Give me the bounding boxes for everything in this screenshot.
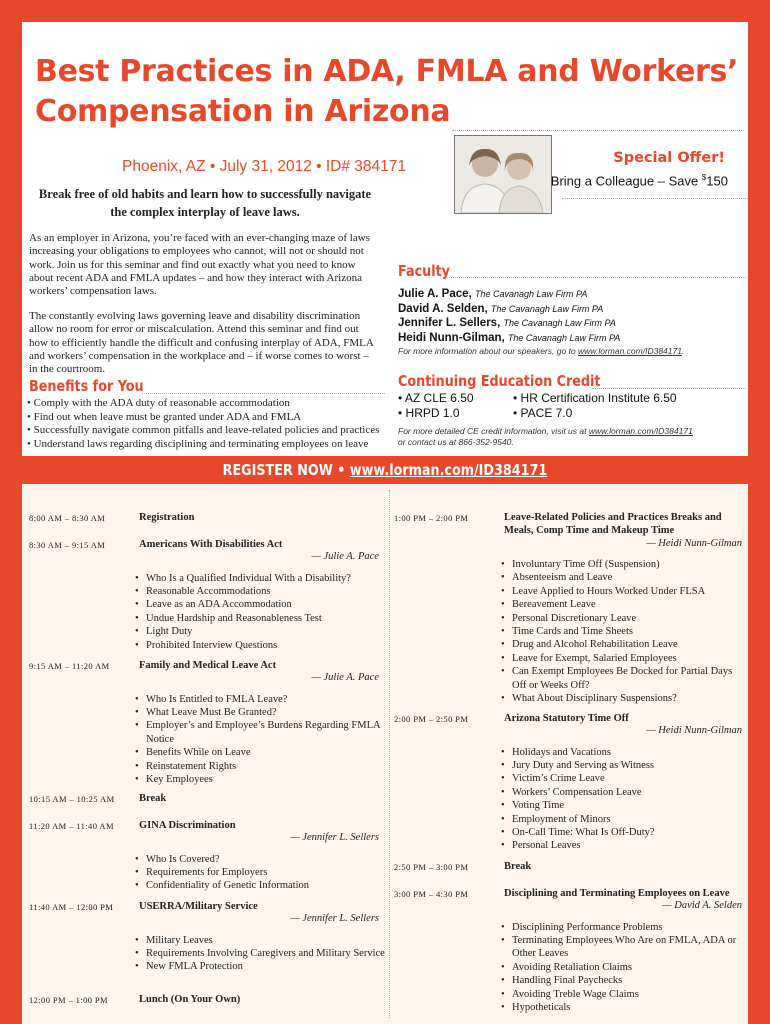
ce-divider [592,388,746,389]
topic-item: • Reasonable Accommodations [135,585,385,598]
topic-item: • Prohibited Interview Questions [135,639,385,652]
faculty-name: Julie A. Pace, [398,288,472,300]
faculty-firm: The Cavanagh Law Firm PA [490,303,604,314]
topic-item: • Who Is Entitled to FMLA Leave? [135,693,385,706]
topic-item: • Leave as an ADA Accommodation [135,598,385,611]
topic-item: • Time Cards and Time Sheets [501,625,745,638]
topic-item: • What Leave Must Be Granted? [135,706,385,719]
session-time: 2:50 PM – 3:00 PM [394,862,469,872]
topic-item: • Voting Time [501,799,745,812]
tagline: Break free of old habits and learn how to successfully navigate the complex interplay of leave laws. [38,187,372,219]
faculty-name: David A. Selden, [398,302,488,315]
topic-item: • Jury Duty and Serving as Witness [501,759,745,772]
session-speaker: — David A. Selden [662,900,742,912]
ce-credit: • AZ CLE 6.50 [398,391,474,405]
topic-item: • Hypotheticals [501,1001,745,1014]
session-time: 1:00 PM – 2:00 PM [394,513,469,523]
special-offer-text [542,173,728,188]
ce-info-link[interactable]: www.lorman.com/ID384171 [588,426,693,436]
schedule-divider [389,490,390,1018]
faculty-list [398,287,743,357]
topic-item: • Terminating Employees Who Are on FMLA, ADA or Other Leaves [501,934,745,961]
session-title: Arizona Statutory Time Off [504,713,629,724]
register-label: REGISTER NOW • [222,461,350,479]
topic-item: • Can Exempt Employees Be Docked for Partial Days Off or Weeks Off? [501,665,745,692]
session-title: USERRA/Military Service [139,901,258,912]
benefits-divider [142,393,385,394]
colleagues-photo [454,135,552,214]
benefits-list [27,397,387,451]
faculty-note-text: For more information about our speakers, go to [398,346,579,356]
brochure-page [22,22,748,1024]
session-topics [135,934,385,974]
session-time: 10:15 AM – 10:25 AM [29,794,115,804]
session-speaker: — Jennifer L. Sellers [290,832,379,844]
session-time: 3:00 PM – 4:30 PM [394,889,469,899]
topic-item: • Absenteeism and Leave [501,571,745,584]
faculty-member [398,331,743,346]
session-title: Americans With Disabilities Act [139,539,283,550]
faculty-note-end: . [681,346,685,356]
register-banner [22,456,748,484]
topic-item: • Key Employees [135,773,385,786]
faculty-firm: The Cavanagh Law Firm PA [474,289,588,299]
topic-item: • Drug and Alcohol Rehabilitation Leave [501,638,745,651]
ce-credits [398,391,738,421]
topic-item: • Employment of Minors [501,813,745,826]
topic-item: • Leave Applied to Hours Worked Under FLSA [501,585,745,598]
session-speaker: — Heidi Nunn-Gilman [646,725,742,737]
session-title: Disciplining and Terminating Employees on Leave [504,888,730,899]
faculty-name: Heidi Nunn-Gilman, [398,331,505,344]
topic-item: • What About Disciplinary Suspensions? [501,692,745,705]
session-title: Lunch (On Your Own) [139,994,241,1005]
session-time: 8:30 AM – 9:15 AM [29,540,106,550]
topic-item: • Who Is Covered? [135,853,385,866]
session-time: 9:15 AM – 11:20 AM [29,661,110,671]
faculty-heading: Faculty [398,262,450,280]
topic-item: • Personal Discretionary Leave [501,612,745,625]
topic-item: • Leave for Exempt, Salaried Employees [501,652,745,665]
event-details: Phoenix, AZ • July 31, 2012 • ID# 384171 [122,158,407,175]
ce-note-text: For more detailed CE credit information, visit us at [398,426,589,436]
benefit-item: • Find out when leave must be granted under ADA and FMLA [27,411,387,425]
session-topics [501,558,745,705]
ce-credit: • HRPD 1.0 [398,406,460,420]
ce-contact-text: or contact us at 866-352-9540. [398,437,514,447]
topic-item: • Confidentiality of Genetic Information [135,879,385,892]
ce-heading: Continuing Education Credit [398,372,601,390]
topic-item: • New FMLA Protection [135,960,385,973]
topic-item: • Avoiding Treble Wage Claims [501,988,745,1001]
topic-item: • Disciplining Performance Problems [501,921,745,934]
benefit-item: • Comply with the ADA duty of reasonable accommodation [27,397,387,411]
benefit-item: • Understand laws regarding disciplining and terminating employees on leave [27,438,387,452]
topic-item: • Reinstatement Rights [135,760,385,773]
offer-label: Bring a Colleague – Save [550,173,702,189]
session-time: 12:00 PM – 1:00 PM [29,995,108,1005]
topic-item: • Holidays and Vacations [501,746,745,759]
session-speaker: — Jennifer L. Sellers [290,913,379,925]
topic-item: • Who Is a Qualified Individual With a Disability? [135,572,385,585]
schedule-panel [22,485,748,1024]
session-title: GINA Discrimination [139,820,236,831]
session-time: 2:00 PM – 2:50 PM [394,714,469,724]
offer-amount: 150 [706,173,728,189]
register-link[interactable]: www.lorman.com/ID384171 [349,461,548,479]
topic-item: • Light Duty [135,625,385,638]
faculty-divider [449,277,746,278]
session-title: Family and Medical Leave Act [139,660,277,671]
intro-paragraph-1: As an employer in Arizona, you’re faced with an ever-changing maze of laws increasing your obligations to employees who cannot, will not or should not work. Join us for this seminar and find out exactly what you need to know about recent ADA and FMLA updates – and how they interact with Arizona workers’ compensation laws. [29,232,370,298]
session-speaker: — Julie A. Pace [311,672,379,684]
topic-item: • Requirements for Employers [135,866,385,879]
session-time: 8:00 AM – 8:30 AM [29,513,106,523]
topic-item: • Handling Final Paychecks [501,974,745,987]
session-time: 11:20 AM – 11:40 AM [29,821,114,831]
faculty-name: Jennifer L. Sellers, [398,317,501,329]
session-title: Break [139,793,167,804]
topic-item: • Bereavement Leave [501,598,745,611]
topic-item: • Employer’s and Employee’s Burdens Regarding FMLA Notice [135,719,385,746]
benefits-heading: Benefits for You [29,377,144,395]
topic-item: • Undue Hardship and Reasonableness Test [135,612,385,625]
title-line-2: Compensation in Arizona [35,94,451,129]
ce-credit: • PACE 7.0 [513,406,573,420]
topic-item: • Benefits While on Leave [135,746,385,759]
session-title: Break [504,861,532,872]
topic-item: • Victim’s Crime Leave [501,772,745,785]
faculty-member [398,302,743,317]
title-line-1: Best Practices in ADA, FMLA and Workers’ [35,54,739,89]
intro-paragraph-2: The constantly evolving laws governing leave and disability discrimination allow no room for error or miscalculation. Attend this seminar and find out how to efficiently handle the difficult and confusing interplay of ADA, FMLA and workers’ compensation in the workplace and – if worse comes to worst – in the courtroom. [29,310,374,376]
ce-credit: • HR Certification Institute 6.50 [513,391,677,405]
register-text [223,456,548,484]
ce-note [398,426,738,448]
faculty-firm: The Cavanagh Law Firm PA [503,318,616,328]
offer-divider [562,198,748,199]
session-speaker: — Heidi Nunn-Gilman [646,537,742,549]
topic-item: • On-Call Time: What Is Off-Duty? [501,826,745,839]
offer-currency: $ [701,173,707,182]
topic-item: • Workers’ Compensation Leave [501,786,745,799]
topic-item: • Avoiding Retaliation Claims [501,961,745,974]
topic-item: • Involuntary Time Off (Suspension) [501,558,745,571]
faculty-firm: The Cavanagh Law Firm PA [507,332,621,343]
session-topics [501,746,745,853]
benefit-item: • Successfully navigate common pitfalls and leave-related policies and practices [27,424,387,438]
faculty-member [398,316,743,331]
special-offer-title: Special Offer! [613,150,725,166]
topic-item: • Requirements Involving Caregivers and Military Service [135,947,385,960]
session-title: Registration [139,512,195,523]
topic-item: • Military Leaves [135,934,385,947]
topic-item: • Personal Leaves [501,839,745,852]
faculty-info-link[interactable]: www.lorman.com/ID384171 [578,346,682,356]
faculty-note [398,345,743,357]
faculty-member [398,287,743,302]
session-speaker: — Julie A. Pace [311,551,379,563]
session-title: Leave-Related Policies and Practices Breaks and Meals, Comp Time and Makeup Time [504,512,722,537]
session-time: 11:40 AM – 12:00 PM [29,902,114,912]
session-topics [135,693,385,787]
session-topics [135,853,385,893]
page-title [35,52,745,132]
title-divider [452,130,744,131]
session-topics [501,921,745,1015]
session-topics [135,572,385,652]
